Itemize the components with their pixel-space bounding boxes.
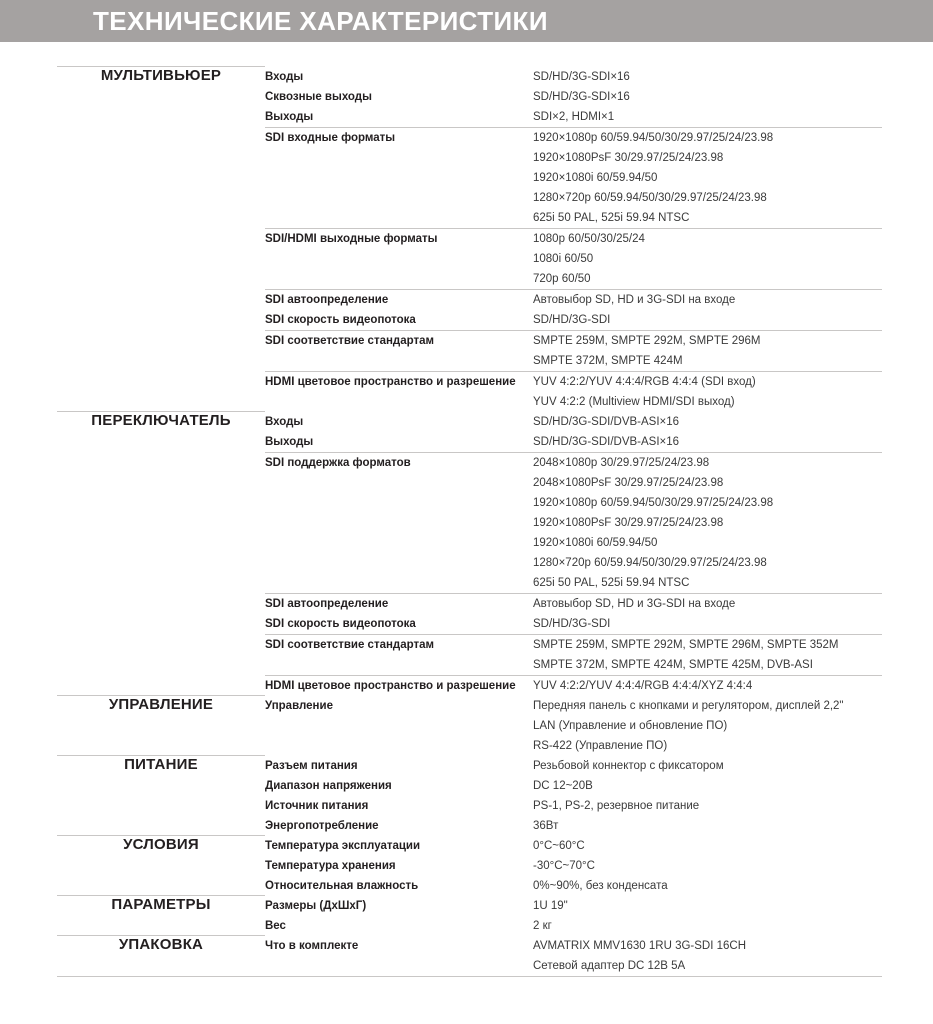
spec-value <box>533 432 882 453</box>
spec-label <box>265 228 533 289</box>
spec-value-line: SD/HD/3G-SDI×16 <box>533 90 630 103</box>
spec-value-line: Автовыбор SD, HD и 3G-SDI на входе <box>533 597 736 610</box>
spec-value-line: Резьбовой коннектор с фиксатором <box>533 759 724 772</box>
spec-value-line: YUV 4:2:2/YUV 4:4:4/RGB 4:4:4 (SDI вход) <box>533 375 756 388</box>
spec-value-line: YUV 4:2:2/YUV 4:4:4/RGB 4:4:4/XYZ 4:4:4 <box>533 679 753 692</box>
spec-value-line: 1920×1080i 60/59.94/50 <box>533 536 658 549</box>
spec-value-line: Автовыбор SD, HD и 3G-SDI на входе <box>533 293 736 306</box>
spec-row <box>57 896 882 916</box>
spec-label-text: Температура эксплуатации <box>265 839 421 852</box>
section-name-1: МУЛЬТИВЬЮЕР <box>57 67 265 412</box>
spec-value-line: SD/HD/3G-SDI/DVB-ASI×16 <box>533 435 680 448</box>
spec-label <box>265 836 533 856</box>
spec-value-line: 1920×1080PsF 30/29.97/25/24/23.98 <box>533 516 724 529</box>
spec-value-line: 36Вт <box>533 819 559 832</box>
spec-label-text: SDI скорость видеопотока <box>265 617 416 630</box>
spec-label <box>265 289 533 310</box>
spec-value-line: DC 12~20В <box>533 779 593 792</box>
spec-row <box>57 836 882 856</box>
table-bottom-rule-cell <box>533 976 882 977</box>
spec-label <box>265 776 533 796</box>
spec-label-text: Входы <box>265 70 304 83</box>
table-bottom-rule-cell <box>265 976 533 977</box>
spec-value-line: 1280×720p 60/59.94/50/30/29.97/25/24/23.98 <box>533 556 767 569</box>
spec-label-text: Выходы <box>265 110 314 123</box>
spec-value-line: 2048×1080p 30/29.97/25/24/23.98 <box>533 456 710 469</box>
spec-label-text: Управление <box>265 699 333 712</box>
spec-value <box>533 310 882 331</box>
spec-label <box>265 916 533 936</box>
spec-label-text: Размеры (ДхШхГ) <box>265 899 367 912</box>
spec-value-line: SD/HD/3G-SDI <box>533 313 611 326</box>
spec-value-line: Сетевой адаптер DC 12В 5A <box>533 959 686 972</box>
spec-row <box>57 67 882 87</box>
spec-label <box>265 896 533 916</box>
spec-label <box>265 127 533 228</box>
spec-label-text: Разъем питания <box>265 759 358 772</box>
spec-value-line: 1080i 60/50 <box>533 252 594 265</box>
spec-value <box>533 289 882 310</box>
spec-label-text: Вес <box>265 919 286 932</box>
spec-value <box>533 776 882 796</box>
spec-value-line: 2048×1080PsF 30/29.97/25/24/23.98 <box>533 476 724 489</box>
spec-value <box>533 593 882 614</box>
spec-value <box>533 796 882 816</box>
spec-label-text: Относительная влажность <box>265 879 419 892</box>
spec-value-line: Передняя панель с кнопками и регулятором, дисплей 2,2" <box>533 699 844 712</box>
spec-value-line: 720p 60/50 <box>533 272 591 285</box>
spec-label <box>265 634 533 675</box>
spec-label-text: SDI соответствие стандартам <box>265 638 435 651</box>
spec-value-line: 1U 19" <box>533 899 568 912</box>
section-name-7: УПАКОВКА <box>57 936 265 977</box>
spec-value-line: 1920×1080p 60/59.94/50/30/29.97/25/24/23.98 <box>533 131 774 144</box>
spec-value <box>533 67 882 87</box>
specifications-container <box>0 66 933 977</box>
spec-value <box>533 371 882 412</box>
spec-label <box>265 432 533 453</box>
spec-label <box>265 816 533 836</box>
spec-value-line: SMPTE 259M, SMPTE 292M, SMPTE 296M, SMPTE 352M <box>533 638 839 651</box>
spec-label-text: HDMI цветовое пространство и разрешение <box>265 679 516 692</box>
spec-value <box>533 696 882 756</box>
spec-value <box>533 412 882 432</box>
spec-value <box>533 228 882 289</box>
spec-value <box>533 452 882 593</box>
spec-label <box>265 330 533 371</box>
table-bottom-rule-cell <box>57 976 265 977</box>
spec-value-line: 0%~90%, без конденсата <box>533 879 668 892</box>
spec-label-text: Источник питания <box>265 799 369 812</box>
spec-label-text: HDMI цветовое пространство и разрешение <box>265 375 516 388</box>
spec-value <box>533 836 882 856</box>
spec-value-line: RS-422 (Управление ПО) <box>533 739 668 752</box>
spec-value <box>533 127 882 228</box>
spec-label <box>265 876 533 896</box>
spec-label-text: Что в комплекте <box>265 939 359 952</box>
spec-label-text: SDI/HDMI выходные форматы <box>265 232 438 245</box>
section-name-2: ПЕРЕКЛЮЧАТЕЛЬ <box>57 412 265 696</box>
spec-row <box>57 756 882 776</box>
spec-value-line: 1080p 60/50/30/25/24 <box>533 232 645 245</box>
spec-value <box>533 675 882 696</box>
spec-label <box>265 614 533 635</box>
spec-value-line: SD/HD/3G-SDI×16 <box>533 70 630 83</box>
spec-label-text: SDI соответствие стандартам <box>265 334 435 347</box>
spec-row <box>57 412 882 432</box>
spec-value <box>533 936 882 977</box>
spec-label-text: Выходы <box>265 435 314 448</box>
spec-value-line: YUV 4:2:2 (Multiview HDMI/SDI выход) <box>533 395 735 408</box>
spec-label <box>265 87 533 107</box>
spec-value-line: 1280×720p 60/59.94/50/30/29.97/25/24/23.98 <box>533 191 767 204</box>
spec-row <box>57 936 882 977</box>
spec-label <box>265 310 533 331</box>
spec-label-text: SDI скорость видеопотока <box>265 313 416 326</box>
spec-value <box>533 896 882 916</box>
spec-label <box>265 67 533 87</box>
spec-value-line: SD/HD/3G-SDI <box>533 617 611 630</box>
page-header-banner <box>0 0 933 42</box>
spec-label <box>265 675 533 696</box>
spec-value-line: SD/HD/3G-SDI/DVB-ASI×16 <box>533 415 680 428</box>
spec-value <box>533 87 882 107</box>
specifications-body <box>57 67 882 977</box>
spec-value <box>533 856 882 876</box>
spec-label <box>265 371 533 412</box>
spec-value <box>533 876 882 896</box>
spec-value-line: 1920×1080i 60/59.94/50 <box>533 171 658 184</box>
spec-value <box>533 330 882 371</box>
spec-label-text: Температура хранения <box>265 859 396 872</box>
spec-value-line: LAN (Управление и обновление ПО) <box>533 719 728 732</box>
spec-label <box>265 936 533 977</box>
spec-value-line: SMPTE 372M, SMPTE 424M, SMPTE 425M, DVB-ASI <box>533 658 813 671</box>
spec-value-line: AVMATRIX MMV1630 1RU 3G-SDI 16CH <box>533 939 747 952</box>
spec-label-text: SDI входные форматы <box>265 131 396 144</box>
spec-label <box>265 107 533 128</box>
spec-value-line: SDI×2, HDMI×1 <box>533 110 615 123</box>
spec-value-line: 625i 50 PAL, 525i 59.94 NTSC <box>533 211 690 224</box>
spec-value <box>533 916 882 936</box>
spec-label-text: Диапазон напряжения <box>265 779 392 792</box>
section-name-6: ПАРАМЕТРЫ <box>57 896 265 936</box>
spec-label <box>265 856 533 876</box>
spec-label-text: Входы <box>265 415 304 428</box>
spec-label-text: SDI поддержка форматов <box>265 456 411 469</box>
spec-label-text: SDI автоопределение <box>265 293 389 306</box>
spec-label <box>265 452 533 593</box>
spec-label-text: Энергопотребление <box>265 819 379 832</box>
spec-label-text: SDI автоопределение <box>265 597 389 610</box>
specifications-table <box>57 66 882 977</box>
spec-row <box>57 696 882 756</box>
spec-label <box>265 593 533 614</box>
section-name-4: ПИТАНИЕ <box>57 756 265 836</box>
page-title: ТЕХНИЧЕСКИЕ ХАРАКТЕРИСТИКИ <box>93 6 548 36</box>
spec-value <box>533 107 882 128</box>
spec-value-line: 625i 50 PAL, 525i 59.94 NTSC <box>533 576 690 589</box>
spec-value-line: 2 кг <box>533 919 552 932</box>
spec-value-line: PS-1, PS-2, резервное питание <box>533 799 700 812</box>
spec-value-line: 0°C~60°C <box>533 839 585 852</box>
spec-label-text: Сквозные выходы <box>265 90 372 103</box>
spec-value-line: SMPTE 372M, SMPTE 424M <box>533 354 683 367</box>
spec-value <box>533 634 882 675</box>
spec-value-line: 1920×1080PsF 30/29.97/25/24/23.98 <box>533 151 724 164</box>
spec-label <box>265 696 533 756</box>
spec-value <box>533 756 882 776</box>
spec-value-line: SMPTE 259M, SMPTE 292M, SMPTE 296M <box>533 334 761 347</box>
spec-value-line: 1920×1080p 60/59.94/50/30/29.97/25/24/23.98 <box>533 496 774 509</box>
table-bottom-rule <box>57 976 882 977</box>
spec-value <box>533 614 882 635</box>
spec-label <box>265 756 533 776</box>
spec-label <box>265 796 533 816</box>
spec-value-line: -30°C~70°C <box>533 859 595 872</box>
spec-value <box>533 816 882 836</box>
section-name-5: УСЛОВИЯ <box>57 836 265 896</box>
spec-label <box>265 412 533 432</box>
section-name-3: УПРАВЛЕНИЕ <box>57 696 265 756</box>
